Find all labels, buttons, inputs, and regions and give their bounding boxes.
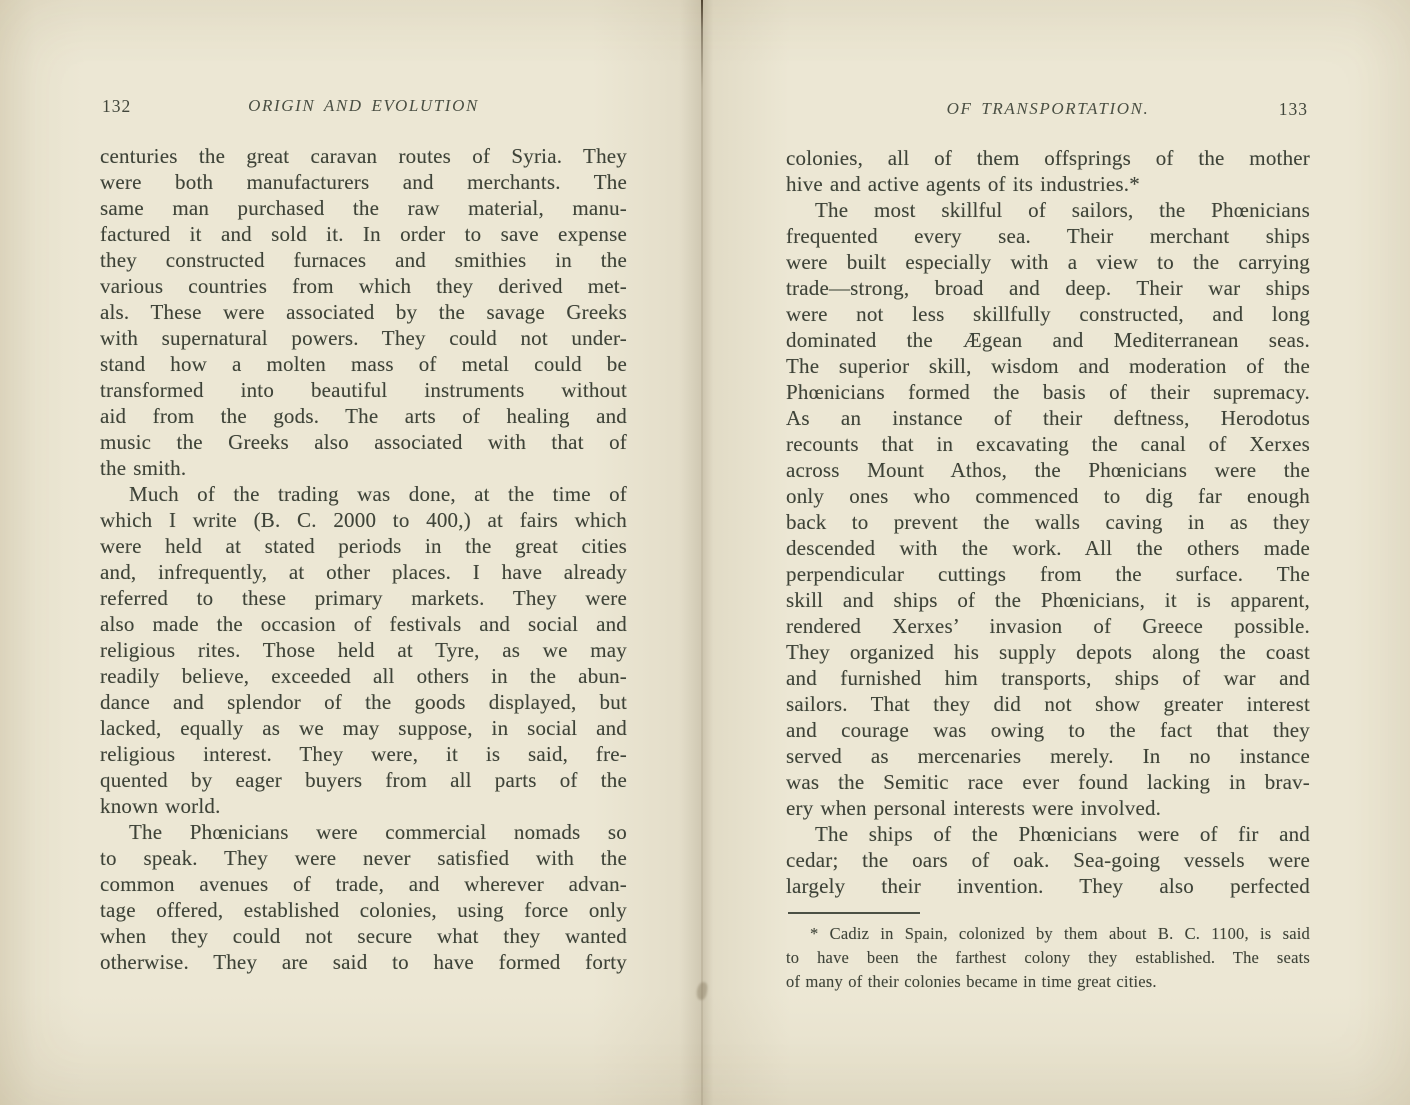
book-gutter-shadow xyxy=(701,0,703,1105)
text-line: The Phœnicians were commercial nomads so xyxy=(129,820,627,844)
text-line: known world. xyxy=(100,794,221,818)
right-running-header: OF TRANSPORTATION. xyxy=(946,99,1150,118)
text-line: and, infrequently, at other places. I have already xyxy=(100,560,627,584)
text-line: perpendicular cuttings from the surface. The xyxy=(786,562,1310,586)
text-line: back to prevent the walls caving in as they xyxy=(786,510,1310,534)
left-page-body xyxy=(100,143,627,975)
text-line: als. These were associated by the savage Greeks xyxy=(100,300,627,324)
text-line: they constructed furnaces and smithies in the xyxy=(100,248,627,272)
text-line: As an instance of their deftness, Herodotus xyxy=(786,406,1310,430)
paragraph xyxy=(786,821,1310,899)
text-line: were both manufacturers and merchants. The xyxy=(100,170,627,194)
text-line: colonies, all of them offsprings of the mother xyxy=(786,146,1310,170)
text-line: across Mount Athos, the Phœnicians were the xyxy=(786,458,1310,482)
text-line: which I write (B. C. 2000 to 400,) at fairs which xyxy=(100,508,627,532)
text-line: dance and splendor of the goods displayed, but xyxy=(100,690,627,714)
text-line: centuries the great caravan routes of Syria. They xyxy=(100,144,627,168)
text-line: trade—strong, broad and deep. Their war ships xyxy=(786,276,1310,300)
left-page-number: 132 xyxy=(102,96,132,116)
text-line: aid from the gods. The arts of healing and xyxy=(100,404,627,428)
paragraph xyxy=(786,197,1310,821)
text-line: with supernatural powers. They could not under- xyxy=(100,326,627,350)
text-line: hive and active agents of its industries.* xyxy=(786,172,1140,196)
left-running-header: ORIGIN AND EVOLUTION xyxy=(248,96,479,115)
text-line: tage offered, established colonies, using force only xyxy=(100,898,627,922)
text-line: dominated the Ægean and Mediterranean seas. xyxy=(786,328,1310,352)
text-line: skill and ships of the Phœnicians, it is apparent, xyxy=(786,588,1310,612)
text-line: transformed into beautiful instruments without xyxy=(100,378,627,402)
text-line: rendered Xerxes’ invasion of Greece possible. xyxy=(786,614,1310,638)
text-line: and courage was owing to the fact that they xyxy=(786,718,1310,742)
text-line: cedar; the oars of oak. Sea-going vessels were xyxy=(786,848,1310,872)
text-line: They organized his supply depots along the coast xyxy=(786,640,1310,664)
text-line: recounts that in excavating the canal of Xerxes xyxy=(786,432,1310,456)
text-line: Phœnicians formed the basis of their supremacy. xyxy=(786,380,1310,404)
text-line: also made the occasion of festivals and social and xyxy=(100,612,627,636)
footnote-line: to have been the farthest colony they established. The seats xyxy=(786,948,1310,967)
text-line: religious rites. Those held at Tyre, as we may xyxy=(100,638,627,662)
text-line: stand how a molten mass of metal could be xyxy=(100,352,627,376)
text-line: to speak. They were never satisfied with the xyxy=(100,846,627,870)
text-line: largely their invention. They also perfected xyxy=(786,874,1310,898)
text-line: when they could not secure what they wanted xyxy=(100,924,627,948)
text-line: factured it and sold it. In order to save expense xyxy=(100,222,627,246)
text-line: The most skillful of sailors, the Phœnicians xyxy=(815,198,1310,222)
right-page-header xyxy=(786,99,1310,121)
text-line: and furnished him transports, ships of war and xyxy=(786,666,1310,690)
footnote-line: of many of their colonies became in time great cities. xyxy=(786,972,1157,991)
text-line: common avenues of trade, and wherever advan- xyxy=(100,872,627,896)
text-line: descended with the work. All the others made xyxy=(786,536,1310,560)
text-line: were not less skillfully constructed, and long xyxy=(786,302,1310,326)
text-line: only ones who commenced to dig far enough xyxy=(786,484,1310,508)
footnote-line: * Cadiz in Spain, colonized by them about B. C. 1100, is said xyxy=(810,924,1310,943)
text-line: same man purchased the raw material, manu- xyxy=(100,196,627,220)
paragraph xyxy=(786,145,1310,197)
text-line: were held at stated periods in the great cities xyxy=(100,534,627,558)
text-line: music the Greeks also associated with that of xyxy=(100,430,627,454)
text-line: otherwise. They are said to have formed forty xyxy=(100,950,627,974)
text-line: was the Semitic race ever found lacking in brav- xyxy=(786,770,1310,794)
text-line: ery when personal interests were involved. xyxy=(786,796,1162,820)
text-line: readily believe, exceeded all others in the abun- xyxy=(100,664,627,688)
right-page-number: 133 xyxy=(1278,99,1308,119)
footnote-lines xyxy=(786,922,1310,994)
text-line: were built especially with a view to the carrying xyxy=(786,250,1310,274)
paragraph xyxy=(100,819,627,975)
binding-thread-mark xyxy=(696,981,708,1000)
text-line: Much of the trading was done, at the time of xyxy=(129,482,627,506)
footnote-rule xyxy=(788,912,920,914)
text-line: frequented every sea. Their merchant ships xyxy=(786,224,1310,248)
text-line: The superior skill, wisdom and moderation of the xyxy=(786,354,1310,378)
paragraph xyxy=(100,481,627,819)
paragraph xyxy=(100,143,627,481)
text-line: lacked, equally as we may suppose, in social and xyxy=(100,716,627,740)
text-line: served as mercenaries merely. In no instance xyxy=(786,744,1310,768)
text-line: the smith. xyxy=(100,456,187,480)
footnote xyxy=(786,899,1310,994)
text-line: referred to these primary markets. They were xyxy=(100,586,627,610)
right-page-body xyxy=(786,145,1310,899)
left-page-header xyxy=(100,96,627,118)
text-line: various countries from which they derived met- xyxy=(100,274,627,298)
text-line: quented by eager buyers from all parts of the xyxy=(100,768,627,792)
text-line: religious interest. They were, it is said, fre- xyxy=(100,742,627,766)
text-line: sailors. That they did not show greater interest xyxy=(786,692,1310,716)
text-line: The ships of the Phœnicians were of fir and xyxy=(815,822,1310,846)
